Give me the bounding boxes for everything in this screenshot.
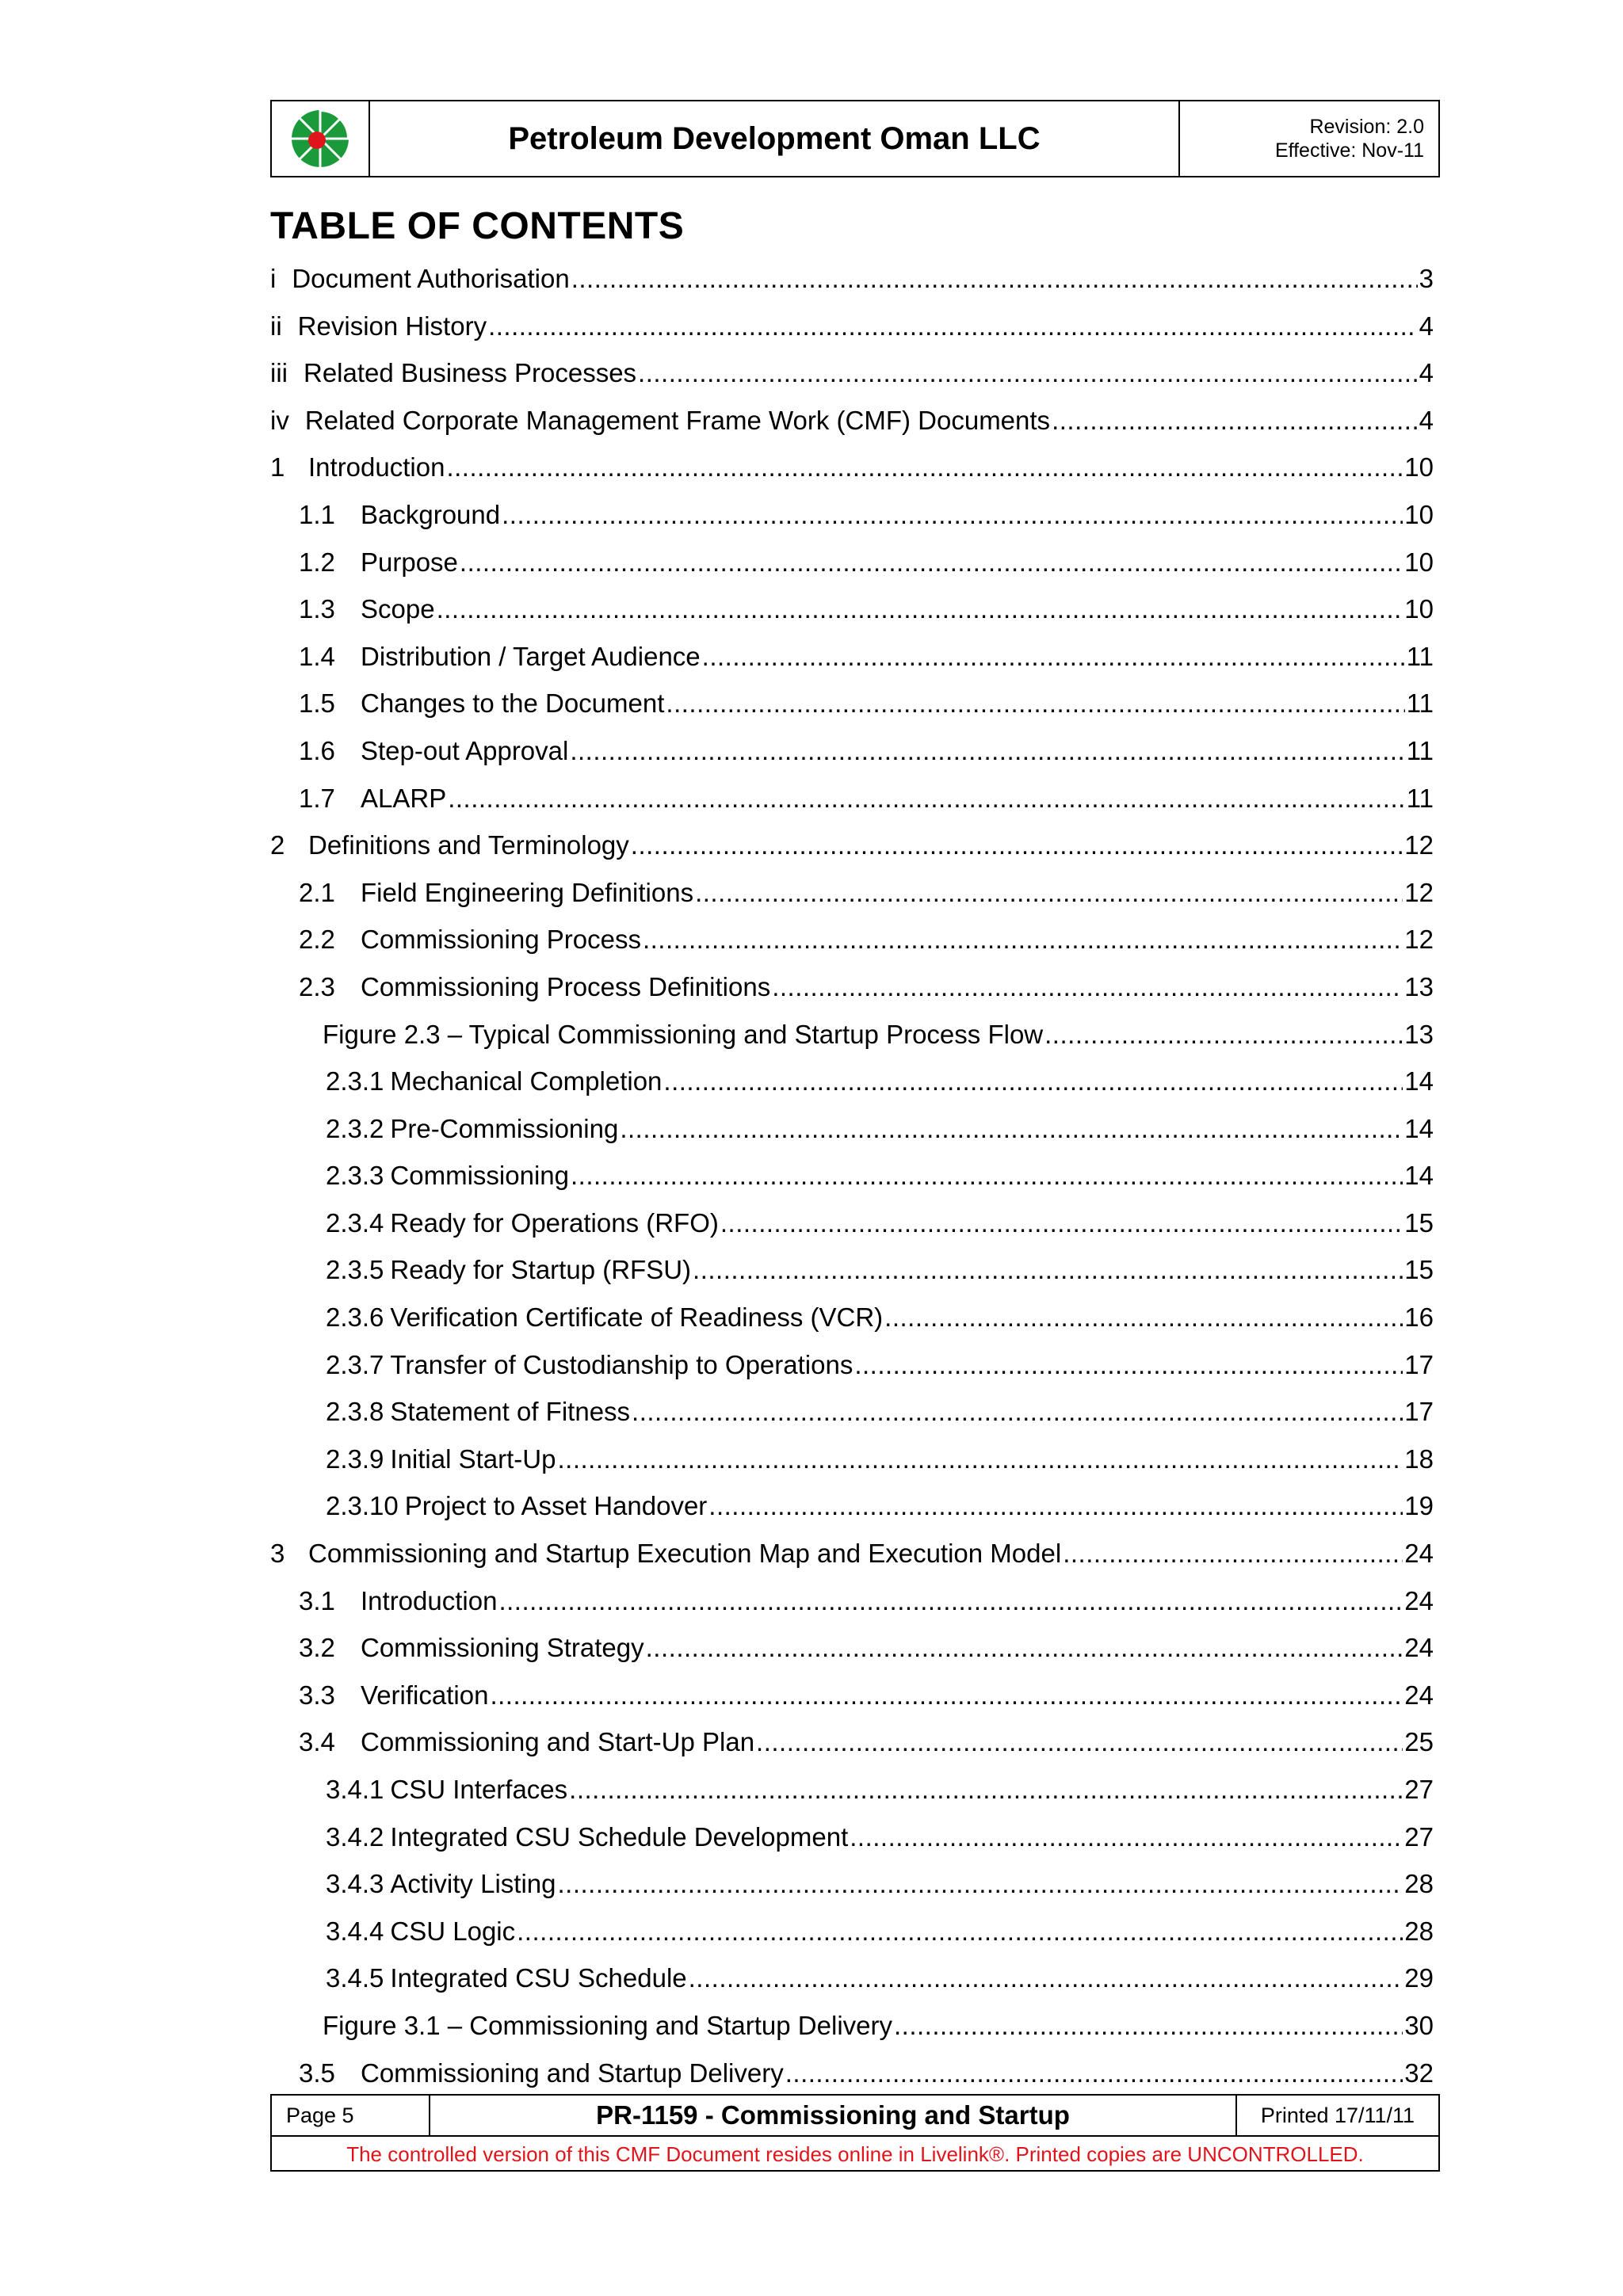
- toc-entry-page: 15: [1404, 1207, 1434, 1238]
- toc-entry-page: 27: [1404, 1821, 1434, 1852]
- toc-entry[interactable]: [270, 1444, 1434, 1492]
- toc-entry[interactable]: [270, 500, 1434, 547]
- toc-entry-number: iii: [270, 358, 288, 388]
- toc-dot-leader: [894, 2011, 1403, 2041]
- toc-entry-label: Figure 2.3 – Typical Commissioning and Startup Process Flow: [323, 1019, 1044, 1049]
- toc-entry-number: 2.2: [299, 925, 335, 955]
- toc-entry-page: 13: [1404, 1019, 1434, 1049]
- toc-dot-leader: [663, 1066, 1403, 1097]
- toc-dot-leader: [631, 830, 1403, 860]
- toc-entry-page: 15: [1404, 1255, 1434, 1285]
- toc-dot-leader: [571, 264, 1418, 294]
- toc-dot-leader: [490, 1680, 1403, 1711]
- toc-dot-leader: [460, 547, 1403, 578]
- toc-entry[interactable]: [270, 1208, 1434, 1256]
- toc-entry-number: 2.3.5: [326, 1255, 384, 1285]
- toc-dot-leader: [488, 311, 1418, 341]
- toc-entry-label: Revision History: [297, 311, 487, 341]
- toc-entry-page: 12: [1404, 925, 1434, 955]
- toc-entry-page: 11: [1406, 735, 1434, 765]
- toc-entry-number: 2.3.1: [326, 1066, 384, 1097]
- toc-dot-leader: [437, 594, 1403, 624]
- toc-entry-number: 3.1: [299, 1585, 335, 1615]
- toc-entry-number: 2.3.4: [326, 1207, 384, 1238]
- toc-entry[interactable]: [270, 736, 1434, 784]
- toc-entry-number: 3.4.5: [326, 1963, 384, 1993]
- toc-entry[interactable]: [270, 1255, 1434, 1302]
- toc-entry[interactable]: [270, 878, 1434, 925]
- toc-entry-label: Mechanical Completion: [390, 1066, 663, 1097]
- toc-entry-number: 1.4: [299, 641, 335, 671]
- toc-dot-leader: [448, 784, 1405, 814]
- toc-dot-leader: [854, 1350, 1403, 1380]
- effective-label: Effective: Nov-11: [1274, 139, 1424, 162]
- toc-dot-leader: [785, 2058, 1403, 2088]
- toc-dot-leader: [643, 925, 1403, 955]
- toc-entry-page: 25: [1404, 1727, 1434, 1757]
- toc-entry-number: 2.3.10: [326, 1491, 399, 1521]
- toc-entry-label: Background: [361, 499, 501, 529]
- toc-dot-leader: [557, 1444, 1403, 1474]
- toc-entry-label: Commissioning: [390, 1161, 569, 1191]
- toc-entry-label: Changes to the Document: [361, 688, 665, 719]
- revision-label: Revision: 2.0: [1309, 116, 1424, 138]
- toc-dot-leader: [638, 358, 1418, 388]
- toc-dot-leader: [720, 1208, 1403, 1238]
- toc-dot-leader: [570, 736, 1404, 766]
- toc-entry-label: Statement of Fitness: [390, 1397, 631, 1427]
- toc-entry[interactable]: [270, 784, 1434, 831]
- toc-entry-label: Initial Start-Up: [390, 1444, 556, 1474]
- toc-entry-number: 2: [270, 830, 285, 860]
- toc-entry-label: Commissioning and Start-Up Plan: [361, 1727, 755, 1757]
- toc-entry[interactable]: [270, 311, 1434, 359]
- toc-entry[interactable]: [270, 972, 1434, 1020]
- toc-entry-page: 10: [1404, 452, 1434, 482]
- toc-dot-leader: [666, 688, 1404, 719]
- toc-entry-label: Introduction: [308, 452, 445, 482]
- toc-entry-page: 10: [1404, 594, 1434, 624]
- company-name: Petroleum Development Oman LLC: [370, 101, 1180, 176]
- toc-entry-page: 17: [1404, 1349, 1434, 1379]
- toc-dot-leader: [1063, 1539, 1403, 1569]
- toc-entry-label: Purpose: [361, 547, 458, 577]
- toc-entry-page: 19: [1404, 1491, 1434, 1521]
- toc-dot-leader: [1044, 1020, 1403, 1050]
- toc-entry-label: Commissioning Process Definitions: [361, 971, 771, 1001]
- toc-entry-page: 11: [1406, 688, 1434, 719]
- toc-entry[interactable]: [270, 358, 1434, 406]
- toc-entry-label: Introduction: [361, 1585, 498, 1615]
- toc-entry-label: Commissioning and Startup Execution Map and Execution Model: [308, 1539, 1062, 1569]
- toc-entry-page: 28: [1404, 1916, 1434, 1946]
- toc-entry-page: 11: [1406, 783, 1434, 813]
- toc-entry-number: 3.4: [299, 1727, 335, 1757]
- toc-entry[interactable]: [270, 1161, 1434, 1208]
- toc-entry-page: 14: [1404, 1113, 1434, 1143]
- toc-entry[interactable]: [270, 925, 1434, 972]
- table-of-contents: [270, 264, 1434, 2105]
- toc-dot-leader: [571, 1161, 1403, 1191]
- toc-dot-leader: [850, 1822, 1403, 1852]
- toc-entry-number: 3.2: [299, 1633, 335, 1663]
- logo-cell: [272, 101, 370, 176]
- toc-dot-leader: [756, 1727, 1403, 1757]
- toc-entry-page: 12: [1404, 830, 1434, 860]
- toc-entry-page: 4: [1419, 311, 1434, 341]
- toc-entry-number: 3.4.4: [326, 1916, 384, 1946]
- toc-entry-page: 4: [1419, 358, 1434, 388]
- toc-entry-page: 3: [1419, 264, 1434, 293]
- toc-entry-number: 2.1: [299, 877, 335, 907]
- toc-entry-label: Step-out Approval: [361, 735, 569, 765]
- toc-entry-page: 4: [1419, 405, 1434, 435]
- toc-entry-page: 29: [1404, 1963, 1434, 1993]
- toc-entry[interactable]: [270, 1114, 1434, 1161]
- toc-entry[interactable]: [270, 1491, 1434, 1539]
- toc-entry[interactable]: [270, 1302, 1434, 1350]
- toc-dot-leader: [446, 452, 1403, 482]
- toc-entry[interactable]: [270, 688, 1434, 736]
- toc-entry-number: 3.4.2: [326, 1821, 384, 1852]
- toc-entry[interactable]: [270, 594, 1434, 642]
- toc-entry[interactable]: [270, 452, 1434, 500]
- toc-entry-label: Document Authorisation: [292, 264, 570, 293]
- toc-entry-label: CSU Interfaces: [390, 1775, 568, 1804]
- toc-entry-number: 2.3.2: [326, 1113, 384, 1143]
- toc-dot-leader: [646, 1633, 1403, 1663]
- toc-entry[interactable]: [270, 1066, 1434, 1114]
- toc-dot-leader: [569, 1775, 1403, 1805]
- toc-entry-number: i: [270, 264, 277, 293]
- toc-entry-page: 14: [1404, 1161, 1434, 1191]
- toc-entry-page: 24: [1404, 1585, 1434, 1615]
- toc-dot-leader: [689, 1963, 1403, 1993]
- toc-entry-label: Definitions and Terminology: [308, 830, 629, 860]
- toc-entry-page: 24: [1404, 1680, 1434, 1710]
- toc-entry[interactable]: [270, 547, 1434, 595]
- toc-entry[interactable]: [270, 1350, 1434, 1398]
- toc-entry-label: Ready for Operations (RFO): [390, 1207, 719, 1238]
- toc-entry-label: Distribution / Target Audience: [361, 641, 701, 671]
- toc-dot-leader: [632, 1397, 1403, 1427]
- toc-entry[interactable]: [270, 1963, 1434, 2011]
- toc-entry-page: 24: [1404, 1539, 1434, 1569]
- toc-entry-number: 1: [270, 452, 285, 482]
- toc-entry-page: 13: [1404, 971, 1434, 1001]
- toc-entry-label: Commissioning and Startup Delivery: [361, 2058, 784, 2088]
- toc-entry-page: 32: [1404, 2058, 1434, 2088]
- toc-entry[interactable]: [270, 1586, 1434, 1634]
- toc-entry[interactable]: [270, 1539, 1434, 1586]
- toc-entry[interactable]: [270, 1869, 1434, 1917]
- toc-entry-number: ii: [270, 311, 282, 341]
- toc-entry-number: iv: [270, 405, 289, 435]
- toc-entry-label: Verification: [361, 1680, 489, 1710]
- toc-dot-leader: [502, 500, 1403, 530]
- toc-entry[interactable]: [270, 1397, 1434, 1444]
- toc-entry-page: 24: [1404, 1633, 1434, 1663]
- toc-entry[interactable]: [270, 1822, 1434, 1870]
- toc-entry-page: 16: [1404, 1302, 1434, 1333]
- toc-dot-leader: [708, 1491, 1403, 1521]
- document-title: PR-1159 - Commissioning and Startup: [430, 2096, 1237, 2135]
- toc-entry-number: 2.3.8: [326, 1397, 384, 1427]
- toc-dot-leader: [498, 1586, 1403, 1616]
- pdo-shell-logo-icon: [288, 107, 352, 170]
- toc-dot-leader: [517, 1917, 1403, 1947]
- toc-entry-page: 18: [1404, 1444, 1434, 1474]
- toc-entry[interactable]: [270, 1917, 1434, 1964]
- toc-entry-page: 27: [1404, 1775, 1434, 1804]
- page-header: [270, 100, 1440, 177]
- toc-entry[interactable]: [270, 642, 1434, 689]
- toc-entry-label: Verification Certificate of Readiness (VCR): [390, 1302, 884, 1333]
- toc-dot-leader: [884, 1302, 1403, 1333]
- toc-entry-page: 30: [1404, 2010, 1434, 2040]
- toc-entry-number: 2.3.6: [326, 1302, 384, 1333]
- toc-entry-label: Figure 3.1 – Commissioning and Startup Delivery: [323, 2010, 892, 2040]
- toc-dot-leader: [693, 1255, 1403, 1285]
- toc-entry-number: 1.7: [299, 783, 335, 813]
- toc-entry-number: 3.3: [299, 1680, 335, 1710]
- toc-entry-number: 3: [270, 1539, 285, 1569]
- printed-date: Printed 17/11/11: [1260, 2103, 1415, 2127]
- toc-entry[interactable]: [270, 264, 1434, 311]
- toc-entry-number: 1.6: [299, 735, 335, 765]
- toc-entry-number: 2.3.9: [326, 1444, 384, 1474]
- toc-entry-page: 11: [1406, 641, 1434, 671]
- toc-entry-label: CSU Logic: [390, 1916, 516, 1946]
- toc-entry-label: Pre-Commissioning: [390, 1113, 619, 1143]
- toc-entry-page: 10: [1404, 547, 1434, 577]
- toc-dot-leader: [620, 1114, 1403, 1144]
- toc-dot-leader: [557, 1869, 1403, 1899]
- toc-entry-label: Field Engineering Definitions: [361, 877, 694, 907]
- toc-entry-number: 1.5: [299, 688, 335, 719]
- toc-entry-label: Related Business Processes: [304, 358, 637, 388]
- toc-entry-label: Activity Listing: [390, 1869, 556, 1899]
- toc-entry-label: Commissioning Process: [361, 925, 641, 955]
- toc-entry-number: 3.4.1: [326, 1775, 384, 1804]
- toc-entry-number: 2.3.3: [326, 1161, 384, 1191]
- toc-entry-page: 10: [1404, 499, 1434, 529]
- toc-dot-leader: [1052, 406, 1418, 436]
- toc-entry-number: 3.5: [299, 2058, 335, 2088]
- toc-entry-number: 3.4.3: [326, 1869, 384, 1899]
- revision-info: [1180, 101, 1438, 176]
- toc-entry-label: Related Corporate Management Frame Work (CMF) Documents: [304, 405, 1051, 435]
- toc-entry-number: 2.3: [299, 971, 335, 1001]
- toc-entry[interactable]: [270, 1633, 1434, 1680]
- toc-dot-leader: [772, 972, 1403, 1002]
- toc-entry-number: 1.2: [299, 547, 335, 577]
- toc-entry-number: 2.3.7: [326, 1349, 384, 1379]
- page-number: Page 5: [272, 2096, 430, 2135]
- page-footer: [270, 2094, 1440, 2172]
- toc-entry-number: 1.1: [299, 499, 335, 529]
- toc-entry-label: Integrated CSU Schedule: [390, 1963, 687, 1993]
- toc-entry-page: 28: [1404, 1869, 1434, 1899]
- toc-entry[interactable]: [270, 1775, 1434, 1822]
- toc-entry[interactable]: [270, 1680, 1434, 1728]
- toc-entry-label: Scope: [361, 594, 435, 624]
- toc-entry[interactable]: [270, 406, 1434, 453]
- toc-entry[interactable]: [270, 2011, 1434, 2058]
- toc-entry-label: Integrated CSU Schedule Development: [390, 1821, 849, 1852]
- toc-entry-page: 14: [1404, 1066, 1434, 1097]
- toc-entry-label: ALARP: [361, 783, 447, 813]
- toc-entry-number: 1.3: [299, 594, 335, 624]
- toc-entry-page: 12: [1404, 877, 1434, 907]
- toc-title: TABLE OF CONTENTS: [270, 205, 685, 247]
- toc-entry-label: Ready for Startup (RFSU): [390, 1255, 692, 1285]
- toc-entry-label: Commissioning Strategy: [361, 1633, 644, 1663]
- toc-entry[interactable]: [270, 1727, 1434, 1775]
- toc-entry[interactable]: [270, 830, 1434, 878]
- toc-dot-leader: [702, 642, 1405, 672]
- uncontrolled-notice: The controlled version of this CMF Document resides online in Livelink®. Printed copies are UNCONTROLLED.: [346, 2142, 1364, 2166]
- toc-entry-label: Project to Asset Handover: [404, 1491, 708, 1521]
- toc-entry-label: Transfer of Custodianship to Operations: [390, 1349, 854, 1379]
- toc-dot-leader: [695, 878, 1403, 908]
- toc-entry[interactable]: [270, 1020, 1434, 1067]
- toc-entry-page: 17: [1404, 1397, 1434, 1427]
